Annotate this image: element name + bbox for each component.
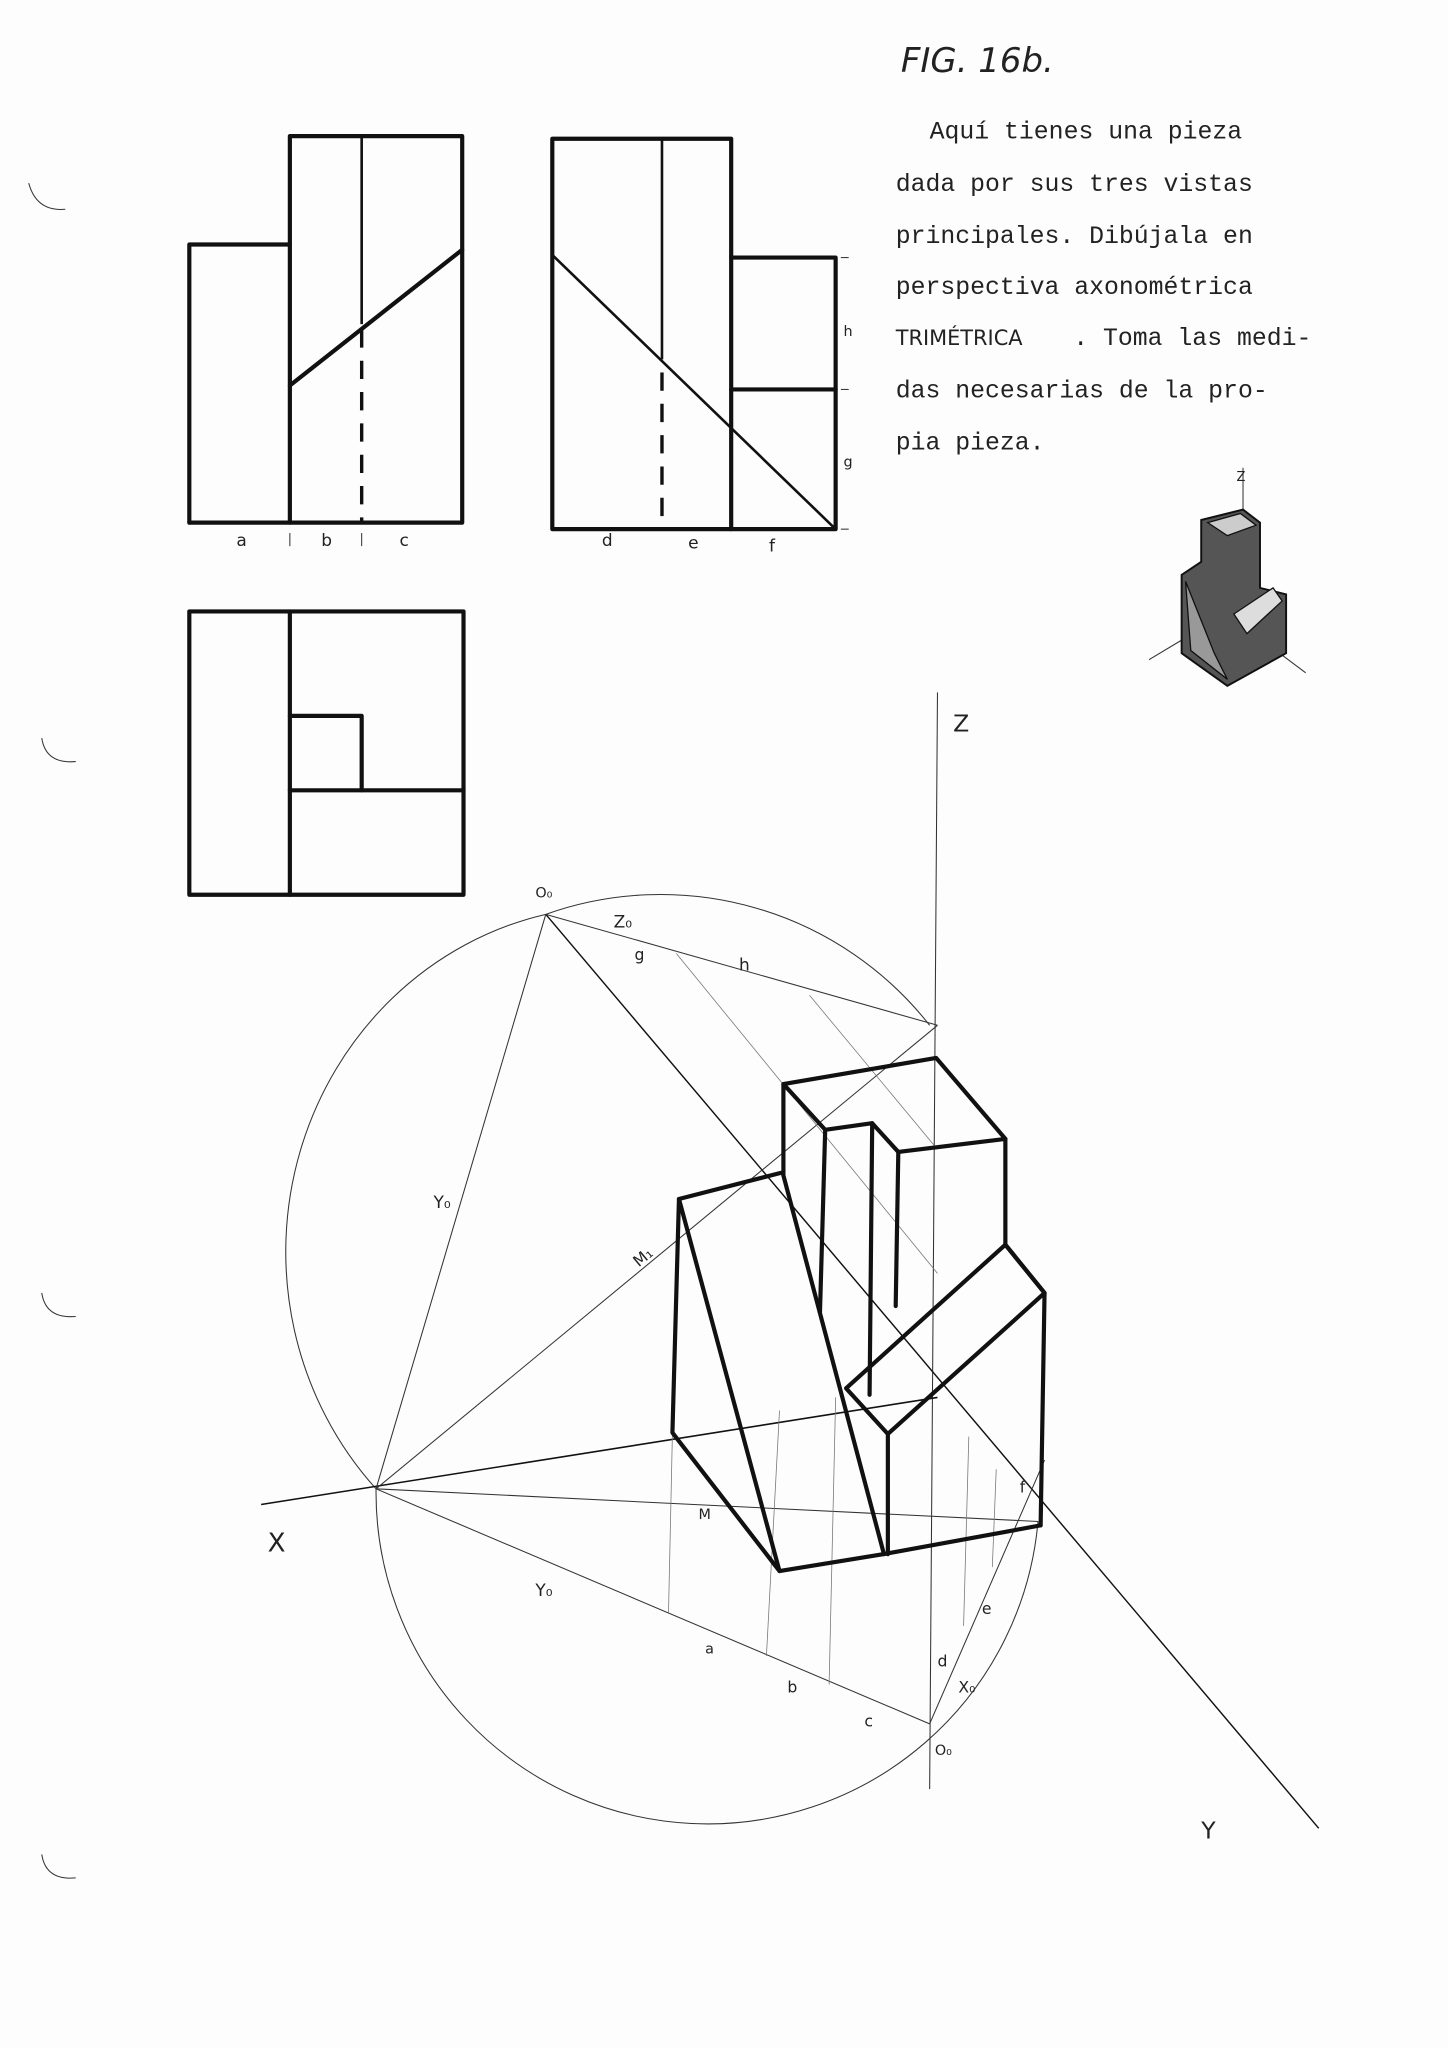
top-view — [189, 611, 463, 894]
side-label-e: e — [688, 533, 699, 554]
side-label-h: h — [843, 323, 853, 340]
instruction-line-7: pia pieza. — [895, 429, 1045, 458]
front-view — [189, 136, 462, 551]
instruction-line-5: . Toma las medi- — [1073, 325, 1312, 354]
instruction-line-2: dada por sus tres vistas — [895, 170, 1253, 199]
axonometric-construction — [261, 692, 1319, 1828]
axis-y-label: Y — [1201, 1816, 1216, 1845]
instruction-line-3: principales. Dibújala en — [895, 223, 1253, 252]
sketch-axis-z: Z — [1236, 469, 1246, 485]
side-view — [552, 139, 852, 557]
label-b: b — [787, 1677, 798, 1697]
label-c: c — [864, 1711, 873, 1731]
axonometric-labels — [268, 710, 1217, 1845]
label-m: M — [698, 1506, 711, 1523]
front-label-c: c — [399, 531, 409, 552]
front-label-b: b — [321, 531, 332, 552]
axonometric-solid — [672, 1058, 1044, 1571]
label-z0: Z₀ — [613, 912, 633, 933]
front-label-a: a — [236, 531, 247, 552]
side-label-f: f — [769, 536, 776, 557]
side-label-d: d — [601, 531, 613, 552]
label-g: g — [634, 945, 645, 965]
label-m1: M₁ — [629, 1243, 657, 1271]
axis-x-label: X — [267, 1528, 286, 1559]
instruction-line-6: das necesarias de la pro- — [895, 377, 1268, 406]
instructions-text — [895, 119, 1312, 458]
side-label-g: g — [843, 454, 853, 471]
instruction-line-1: Aquí tienes una pieza — [929, 118, 1243, 147]
label-a: a — [705, 1641, 714, 1658]
figure-label: FIG. 16b. — [900, 41, 1054, 82]
label-e: e — [981, 1599, 992, 1619]
point-o0-bottom: O₀ — [934, 1743, 952, 1760]
label-y0-upper: Y₀ — [433, 1193, 451, 1214]
label-d: d — [937, 1651, 948, 1671]
label-h: h — [739, 955, 750, 976]
label-x0: X₀ — [958, 1677, 976, 1697]
instruction-handwritten-trimetrica: TRIMÉTRICA — [895, 326, 1023, 351]
label-f: f — [1019, 1477, 1026, 1497]
perspective-sketch-thumbnail — [1149, 468, 1306, 686]
label-y0-lower: Y₀ — [535, 1580, 553, 1601]
axis-z-label: Z — [953, 709, 970, 738]
point-o0-top: O₀ — [535, 885, 553, 902]
instruction-line-4: perspectiva axonométrica — [895, 274, 1253, 303]
binder-hole-marks — [29, 183, 76, 1878]
